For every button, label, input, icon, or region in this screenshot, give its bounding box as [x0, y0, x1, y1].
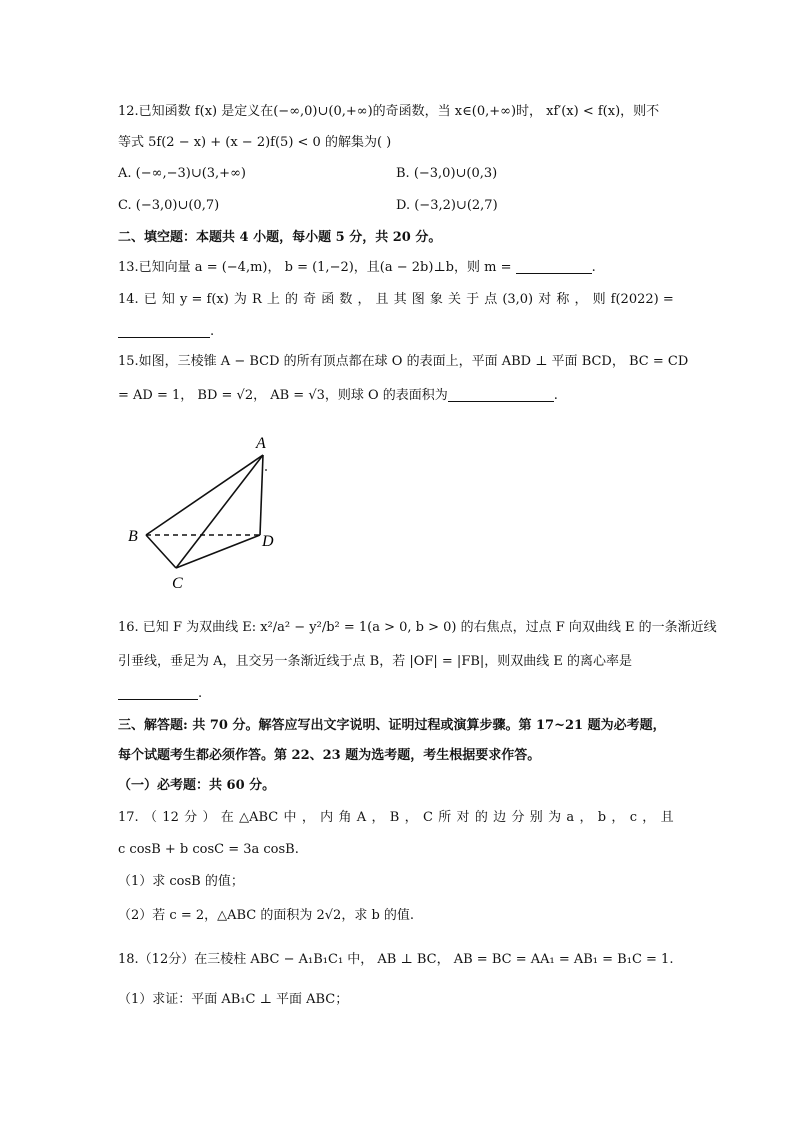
q14-token: y = f(x) — [180, 292, 229, 307]
label-b: B — [128, 528, 138, 545]
q17-token: （ — [143, 810, 157, 825]
q14-token: 图 — [411, 292, 425, 307]
q16-line1: 16. 已知 F 为双曲线 E: x²/a² − y²/b² = 1(a > 0, b > 0) 的右焦点，过点 F 向双曲线 E 的一条渐近线 — [118, 620, 717, 635]
q14-token: 的 — [285, 292, 299, 307]
q14-end: . — [210, 324, 215, 339]
q17-token: 17. — [118, 810, 139, 825]
q14-token: 其 — [393, 292, 407, 307]
q14-answer-blank[interactable] — [118, 323, 210, 338]
q17-token: C — [422, 810, 433, 825]
q13-end: . — [591, 260, 596, 275]
q17-token: 分 — [511, 810, 525, 825]
q12-line1: 12.已知函数 f(x) 是定义在(−∞,0)∪(0,+∞)的奇函数，当 x∈(0,+∞)时， xf′(x) < f(x)，则不 — [118, 104, 660, 119]
q17-token: ， — [642, 810, 656, 825]
q14-token: R — [252, 292, 262, 307]
figure-dot — [265, 469, 267, 471]
q14-token: 奇 — [303, 292, 317, 307]
section3-line1: 三、解答题: 共 70 分。解答应写出文字说明、证明过程或演算步骤。第 17~21 题为必考题， — [118, 718, 666, 733]
q12-option-a: A. (−∞,−3)∪(3,+∞) — [118, 166, 246, 181]
q17-token: a — [566, 810, 575, 825]
q17-token: B — [389, 810, 400, 825]
q17-token: △ABC — [239, 810, 279, 825]
q18-line1: 18.（12分）在三棱柱 ABC − A₁B₁C₁ 中， AB ⊥ BC， AB = BC = AA₁ = AB₁ = B₁C = 1. — [118, 952, 674, 967]
q14-token: ， — [357, 292, 371, 307]
q12-option-b: B. (−3,0)∪(0,3) — [396, 166, 498, 181]
q15-answer-blank[interactable] — [448, 387, 554, 402]
q15-text: = AD = 1， BD = √2， AB = √3，则球 O 的表面积为 — [118, 388, 448, 403]
q17-token: 所 — [438, 810, 452, 825]
q14-token: 函 — [321, 292, 335, 307]
q17-token: 且 — [660, 810, 674, 825]
q13-answer-blank[interactable] — [516, 259, 592, 274]
q17-token: 边 — [493, 810, 507, 825]
edge-ad — [260, 455, 263, 535]
q17-token: ） — [202, 810, 216, 825]
q14-token: 对 — [538, 292, 552, 307]
q14-token: 14. — [118, 292, 139, 307]
q12-line2: 等式 5f(2 − x) + (x − 2)f(5) < 0 的解集为( ) — [118, 135, 392, 150]
q17-token: 中 — [283, 810, 297, 825]
q16-answer-blank[interactable] — [118, 685, 198, 700]
q14-token: 关 — [447, 292, 461, 307]
q17-token: ， — [404, 810, 418, 825]
q17-line2: c cosB + b cosC = 3a cosB. — [118, 842, 299, 857]
edge-ab — [146, 455, 263, 535]
q14-token: 点 — [484, 292, 498, 307]
label-d: D — [262, 533, 274, 550]
q16-end: . — [198, 686, 203, 701]
q14-token: 称 — [556, 292, 570, 307]
q14-line2 — [118, 322, 678, 342]
q12-option-d: D. (−3,2)∪(2,7) — [396, 198, 498, 213]
q15-end: . — [553, 388, 558, 403]
q17-sub2: （2）若 c = 2，△ABC 的面积为 2√2，求 b 的值. — [118, 908, 415, 923]
section2-heading: 二、填空题：本题共 4 小题，每小题 5 分，共 20 分。 — [118, 230, 442, 245]
q14-token: f(2022) = — [610, 292, 674, 307]
q17-token: 的 — [474, 810, 488, 825]
q17-token: 角 — [338, 810, 352, 825]
label-a: A — [256, 435, 266, 452]
q17-token: b — [597, 810, 607, 825]
q15-line1: 15.如图，三棱锥 A − BCD 的所有顶点都在球 O 的表面上，平面 ABD ⊥ 平面 BCD， BC = CD — [118, 354, 689, 369]
q17-token: ， — [301, 810, 315, 825]
q17-token: A — [356, 810, 367, 825]
q17-token: ， — [371, 810, 385, 825]
q16-line3 — [118, 684, 678, 704]
q13-text: 13.已知向量 a = (−4,m)， b = (1,−2)，且(a − 2b)⊥b，则 m = — [118, 260, 516, 275]
q17-token: 对 — [456, 810, 470, 825]
q15-line2 — [118, 386, 678, 406]
q14-token: 为 — [233, 292, 247, 307]
q14-token: ， — [574, 292, 588, 307]
q17-token: 在 — [220, 810, 234, 825]
q14-line1 — [118, 290, 674, 310]
q17-token: 别 — [529, 810, 543, 825]
edge-bc — [146, 535, 176, 568]
pyramid-figure — [120, 428, 290, 598]
q14-token: 已 — [143, 292, 157, 307]
required-heading: （一）必考题：共 60 分。 — [118, 778, 276, 793]
q14-token: 于 — [466, 292, 480, 307]
q17-sub1: （1）求 cosB 的值； — [118, 874, 244, 889]
q14-token: 知 — [161, 292, 175, 307]
q14-token: 则 — [592, 292, 606, 307]
q13 — [118, 258, 678, 278]
q17-token: 分 — [184, 810, 198, 825]
section3-line2: 每个试题考生都必须作答。第 22、23 题为选考题，考生根据要求作答。 — [118, 748, 541, 763]
q17-token: ， — [579, 810, 593, 825]
q17-token: 内 — [320, 810, 334, 825]
q16-line2: 引垂线，垂足为 A，且交另一条渐近线于点 B，若 |OF| = |FB|，则双曲线 E 的离心率是 — [118, 654, 633, 669]
q14-token: 且 — [375, 292, 389, 307]
q17-token: 为 — [548, 810, 562, 825]
q14-token: 象 — [429, 292, 443, 307]
q18-sub1: （1）求证：平面 AB₁C ⊥ 平面 ABC； — [118, 992, 349, 1007]
q17-token: c — [629, 810, 637, 825]
label-c: C — [172, 575, 183, 592]
q14-token: (3,0) — [502, 292, 534, 307]
q17-line1 — [118, 808, 674, 828]
q17-token: 12 — [162, 810, 179, 825]
q17-token: ， — [611, 810, 625, 825]
q14-token: 上 — [266, 292, 280, 307]
q12-option-c: C. (−3,0)∪(0,7) — [118, 198, 220, 213]
q14-token: 数 — [339, 292, 353, 307]
